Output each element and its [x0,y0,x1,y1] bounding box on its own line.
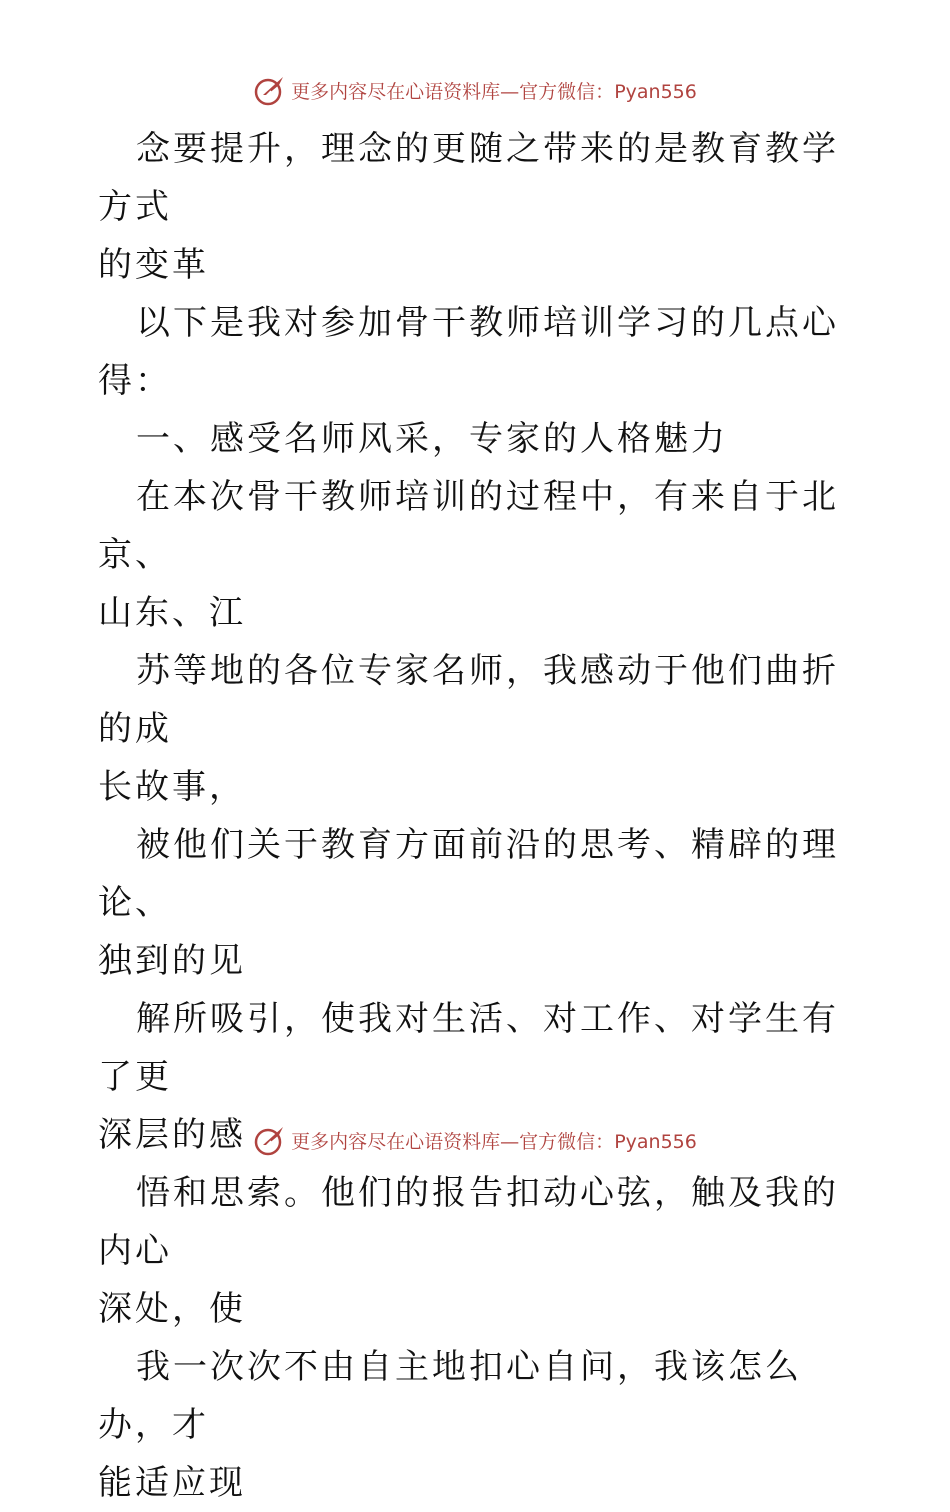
section-heading: 一、感受名师风采，专家的人格魅力 [136,419,728,459]
banner-text: 更多内容尽在心语资料库—官方微信：Pyan556 [291,1130,697,1153]
footer-banner [0,1120,950,1160]
banner-text: 更多内容尽在心语资料库—官方微信：Pyan556 [291,80,697,103]
paragraph: 以下是我对参加骨干教师培训学习的几点心得： [98,303,839,401]
paragraph: 我一次次不由自主地扣心自问，我该怎么办，才 能适应现 [98,1347,802,1503]
paragraph: 念要提升，理念的更随之带来的是教育教学方式 的变革 [98,129,839,285]
paragraph: 被他们关于教育方面前沿的思考、精辟的理论、 独到的见 [98,825,839,981]
quill-logo-icon [253,73,287,107]
paragraph: 苏等地的各位专家名师，我感动于他们曲折的成 长故事， [98,651,839,807]
paragraph: 解所吸引，使我对生活、对工作、对学生有了更 深层的感 [98,999,839,1155]
header-banner [0,70,950,110]
paragraph: 悟和思索。他们的报告扣动心弦，触及我的内心 深处，使 [98,1173,839,1329]
document-body [98,120,858,1512]
quill-logo-icon [253,1123,287,1157]
paragraph: 在本次骨干教师培训的过程中，有来自于北京、 山东、江 [98,477,839,633]
